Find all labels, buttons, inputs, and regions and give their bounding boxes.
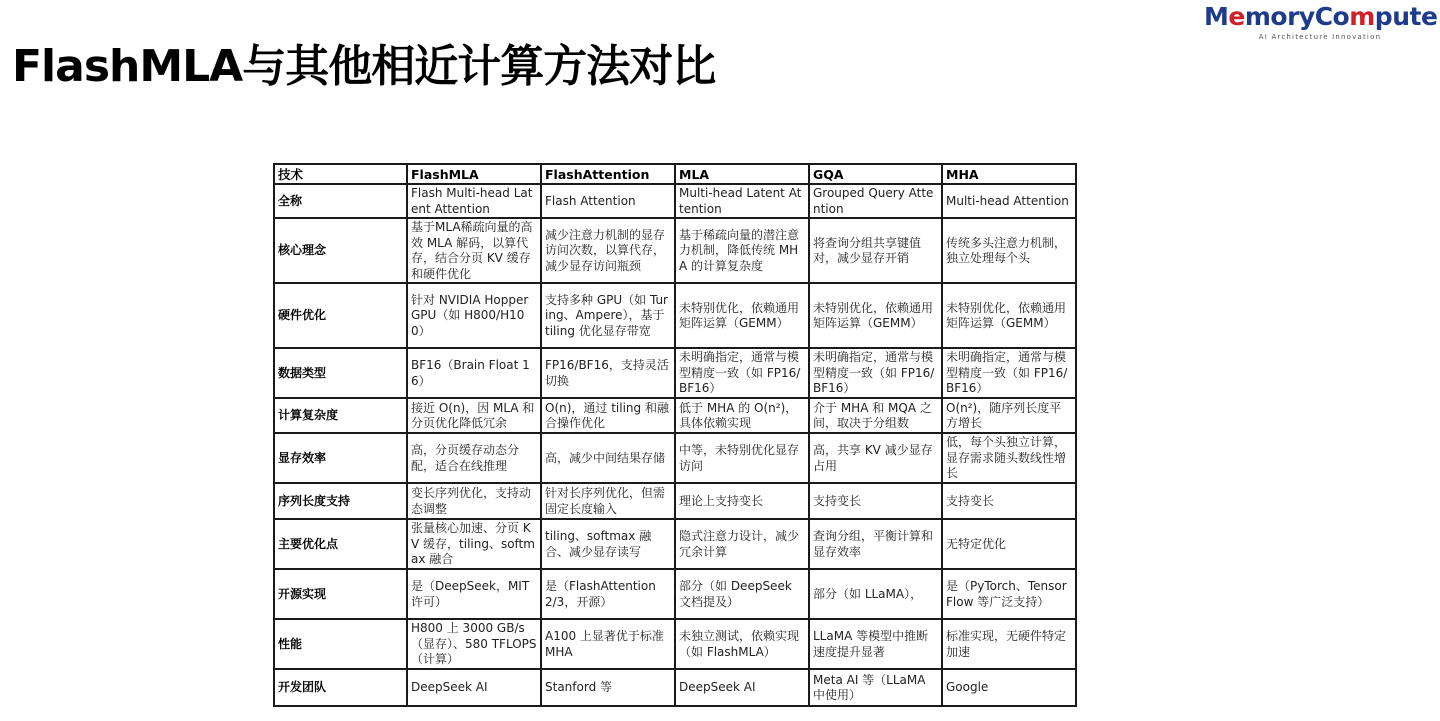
table-cell: 理论上支持变长 xyxy=(675,483,809,519)
logo-wordmark xyxy=(1204,2,1436,32)
table-cell: tiling、softmax 融合、减少显存读写 xyxy=(541,519,675,569)
slide-title: FlashMLA与其他相近计算方法对比 xyxy=(12,41,716,92)
header-cell-tech: 技术 xyxy=(274,164,407,184)
table-cell: 中等，未特别优化显存访问 xyxy=(675,433,809,483)
table-cell: O(n)，通过 tiling 和融合操作优化 xyxy=(541,398,675,433)
logo-text: pute xyxy=(1374,2,1438,31)
table-cell: Google xyxy=(942,669,1076,706)
table-cell: 将查询分组共享键值对，减少显存开销 xyxy=(809,218,942,283)
table-row xyxy=(274,483,1076,519)
table-cell: O(n²)，随序列长度平方增长 xyxy=(942,398,1076,433)
table-cell: 无特定优化 xyxy=(942,519,1076,569)
table-row xyxy=(274,348,1076,398)
table-cell: 针对长序列优化，但需固定长度输入 xyxy=(541,483,675,519)
table-cell: 高，分页缓存动态分配，适合在线推理 xyxy=(407,433,541,483)
row-label: 核心理念 xyxy=(274,218,407,283)
logo-tagline: AI Architecture Innovation xyxy=(1258,33,1382,41)
table-row xyxy=(274,433,1076,483)
table-cell: DeepSeek AI xyxy=(407,669,541,706)
table-cell: 高，减少中间结果存储 xyxy=(541,433,675,483)
table-cell: Flash Attention xyxy=(541,184,675,218)
table-cell: 变长序列优化，支持动态调整 xyxy=(407,483,541,519)
table-cell: A100 上显著优于标准 MHA xyxy=(541,619,675,669)
row-label: 主要优化点 xyxy=(274,519,407,569)
table-cell: DeepSeek AI xyxy=(675,669,809,706)
table-row xyxy=(274,398,1076,433)
table-cell: 支持变长 xyxy=(809,483,942,519)
table-cell: 减少注意力机制的显存访问次数，以算代存，减少显存访问瓶颈 xyxy=(541,218,675,283)
table-cell: 接近 O(n)，因 MLA 和分页优化降低冗余 xyxy=(407,398,541,433)
table-row xyxy=(274,184,1076,218)
table-cell: 部分（如 LLaMA）， xyxy=(809,569,942,619)
row-label: 全称 xyxy=(274,184,407,218)
header-cell-flashattention: FlashAttention xyxy=(541,164,675,184)
header-cell-mla: MLA xyxy=(675,164,809,184)
table-cell: Meta AI 等（LLaMA 中使用） xyxy=(809,669,942,706)
memorycompute-logo xyxy=(1204,2,1436,41)
row-label: 序列长度支持 xyxy=(274,483,407,519)
table-cell: 基于稀疏向量的潜注意力机制，降低传统 MHA 的计算复杂度 xyxy=(675,218,809,283)
table-cell: 低，每个头独立计算，显存需求随头数线性增长 xyxy=(942,433,1076,483)
table-cell: 高，共享 KV 减少显存占用 xyxy=(809,433,942,483)
table-cell: FP16/BF16，支持灵活切换 xyxy=(541,348,675,398)
table-cell: H800 上 3000 GB/s（显存）、580 TFLOPS（计算） xyxy=(407,619,541,669)
row-label: 硬件优化 xyxy=(274,283,407,348)
table-cell: 未特别优化，依赖通用矩阵运算（GEMM） xyxy=(809,283,942,348)
row-label: 显存效率 xyxy=(274,433,407,483)
table-cell: 针对 NVIDIA Hopper GPU（如 H800/H100） xyxy=(407,283,541,348)
table-row xyxy=(274,669,1076,706)
table-cell: Stanford 等 xyxy=(541,669,675,706)
header-cell-mha: MHA xyxy=(942,164,1076,184)
table-row xyxy=(274,569,1076,619)
table-cell: Multi-head Attention xyxy=(942,184,1076,218)
table-cell: 标准实现，无硬件特定加速 xyxy=(942,619,1076,669)
table-row xyxy=(274,519,1076,569)
header-cell-flashmla: FlashMLA xyxy=(407,164,541,184)
row-label: 性能 xyxy=(274,619,407,669)
table-cell: 未特别优化，依赖通用矩阵运算（GEMM） xyxy=(942,283,1076,348)
table-cell: 未特别优化，依赖通用矩阵运算（GEMM） xyxy=(675,283,809,348)
table-cell: 是（PyTorch、TensorFlow 等广泛支持） xyxy=(942,569,1076,619)
table-cell: 隐式注意力设计，减少冗余计算 xyxy=(675,519,809,569)
table-cell: BF16（Brain Float 16） xyxy=(407,348,541,398)
table-cell: 低于 MHA 的 O(n²)，具体依赖实现 xyxy=(675,398,809,433)
header-cell-gqa: GQA xyxy=(809,164,942,184)
table-cell: 部分（如 DeepSeek 文档提及） xyxy=(675,569,809,619)
table-cell: Flash Multi-head Latent Attention xyxy=(407,184,541,218)
comparison-table xyxy=(273,163,1077,707)
table-cell: 未明确指定，通常与模型精度一致（如 FP16/BF16） xyxy=(809,348,942,398)
table-cell: 介于 MHA 和 MQA 之间，取决于分组数 xyxy=(809,398,942,433)
logo-text: moryCo xyxy=(1244,2,1350,31)
table-cell: 未明确指定，通常与模型精度一致（如 FP16/BF16） xyxy=(675,348,809,398)
logo-text-accent: e xyxy=(1228,2,1245,31)
table-cell: LLaMA 等模型中推断速度提升显著 xyxy=(809,619,942,669)
logo-text: M xyxy=(1204,2,1229,31)
table-cell: 传统多头注意力机制，独立处理每个头 xyxy=(942,218,1076,283)
table-cell: 是（DeepSeek，MIT 许可） xyxy=(407,569,541,619)
logo-text-accent: m xyxy=(1349,2,1375,31)
row-label: 数据类型 xyxy=(274,348,407,398)
row-label: 开发团队 xyxy=(274,669,407,706)
table-row xyxy=(274,619,1076,669)
table-cell: 支持多种 GPU（如 Turing、Ampere），基于 tiling 优化显存带宽 xyxy=(541,283,675,348)
table-header-row xyxy=(274,164,1076,184)
row-label: 开源实现 xyxy=(274,569,407,619)
table-cell: Multi-head Latent Attention xyxy=(675,184,809,218)
table-cell: 未明确指定，通常与模型精度一致（如 FP16/BF16） xyxy=(942,348,1076,398)
table-cell: 基于MLA稀疏向量的高效 MLA 解码，以算代存，结合分页 KV 缓存和硬件优化 xyxy=(407,218,541,283)
table-cell: 张量核心加速、分页 KV 缓存，tiling、softmax 融合 xyxy=(407,519,541,569)
table-cell: 查询分组，平衡计算和显存效率 xyxy=(809,519,942,569)
table-row xyxy=(274,218,1076,283)
table-cell: 支持变长 xyxy=(942,483,1076,519)
table-cell: Grouped Query Attention xyxy=(809,184,942,218)
table-row xyxy=(274,283,1076,348)
table-cell: 是（FlashAttention 2/3，开源） xyxy=(541,569,675,619)
row-label: 计算复杂度 xyxy=(274,398,407,433)
table-cell: 未独立测试，依赖实现（如 FlashMLA） xyxy=(675,619,809,669)
